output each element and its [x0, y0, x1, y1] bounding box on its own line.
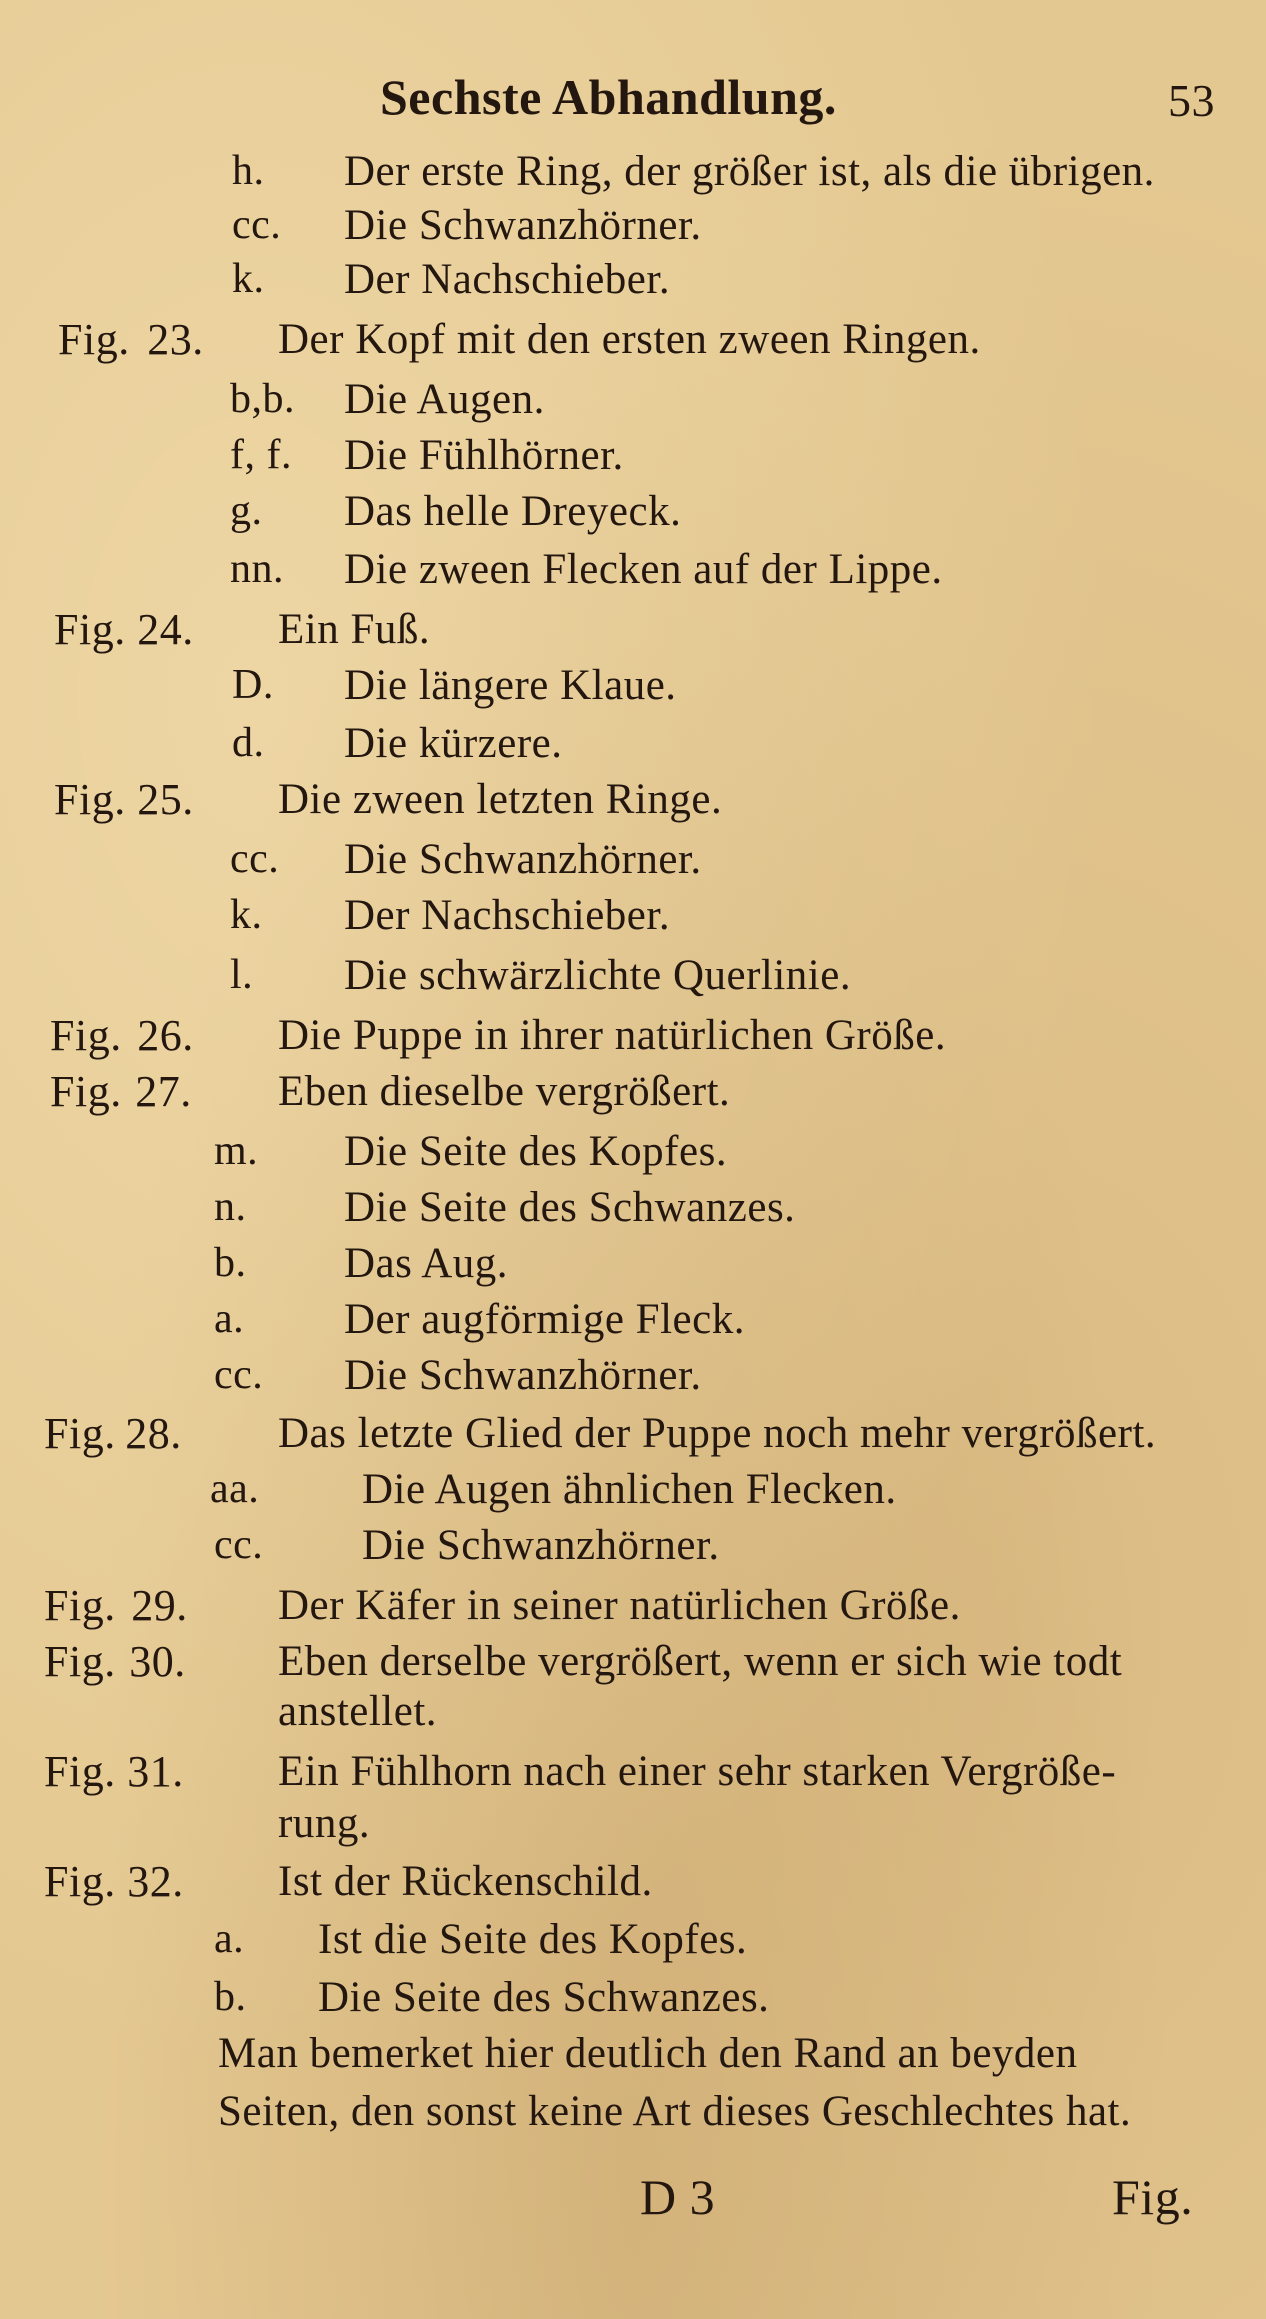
legend-text: Ist der Rückenschild. [278, 1858, 653, 1905]
legend-text: Die Augen ähnlichen Flecken. [362, 1466, 897, 1513]
legend-text: Der augförmige Fleck. [344, 1296, 745, 1343]
legend-text: Ein Fühlhorn nach einer sehr starken Vergröße- [278, 1748, 1117, 1795]
legend-text: Die schwärzlichte Querlinie. [344, 952, 852, 999]
legend-text: rung. [278, 1800, 371, 1847]
figure-label: Fig. 24. [54, 605, 194, 654]
legend-text: Die Schwanzhörner. [344, 836, 702, 883]
figure-label: Fig. 31. [44, 1747, 184, 1796]
item-label: D. [232, 662, 274, 708]
legend-text: Seiten, den sonst keine Art dieses Geschlechtes hat. [218, 2088, 1132, 2135]
item-label: l. [230, 952, 254, 998]
item-label: b,b. [230, 376, 295, 422]
figure-label: Fig. 32. [44, 1857, 184, 1906]
item-label: k. [232, 256, 265, 302]
legend-text: Die Seite des Schwanzes. [344, 1184, 796, 1231]
legend-text: Die Schwanzhörner. [362, 1522, 720, 1569]
catchword: Fig. [1112, 2169, 1194, 2225]
figure-label: Fig. 27. [50, 1067, 192, 1116]
legend-text: Der erste Ring, der größer ist, als die übrigen. [344, 148, 1155, 195]
legend-text: Die Schwanzhörner. [344, 202, 702, 249]
figure-label: Fig. 28. [44, 1409, 182, 1458]
item-label: aa. [210, 1466, 260, 1512]
legend-text: Die kürzere. [344, 720, 563, 767]
figure-label: Fig. 23. [58, 315, 204, 364]
legend-text: Die Puppe in ihrer natürlichen Größe. [278, 1012, 947, 1059]
item-label: cc. [232, 202, 282, 248]
legend-text: Eben derselbe vergrößert, wenn er sich wie todt [278, 1638, 1123, 1685]
item-label: a. [214, 1916, 245, 1962]
figure-label: Fig. 25. [54, 775, 194, 824]
item-label: cc. [214, 1352, 264, 1398]
legend-text: Der Nachschieber. [344, 892, 671, 939]
item-label: b. [214, 1240, 247, 1286]
signature-mark: D 3 [640, 2169, 716, 2225]
legend-text: Die Augen. [344, 376, 545, 423]
legend-text: Die längere Klaue. [344, 662, 677, 709]
running-head: Sechste Abhandlung. [380, 69, 837, 125]
legend-text: anstellet. [278, 1688, 438, 1735]
page-number: 53 [1168, 75, 1215, 126]
legend-text: Der Kopf mit den ersten zween Ringen. [278, 316, 981, 363]
item-label: a. [214, 1296, 245, 1342]
legend-text: Das helle Dreyeck. [344, 488, 682, 535]
legend-text: Eben dieselbe vergrößert. [278, 1068, 731, 1115]
item-label: k. [230, 892, 263, 938]
item-label: m. [214, 1128, 259, 1174]
item-label: g. [230, 488, 263, 534]
legend-text: Die Seite des Kopfes. [344, 1128, 728, 1175]
legend-text: Man bemerket hier deutlich den Rand an beyden [218, 2030, 1078, 2077]
item-label: cc. [230, 836, 280, 882]
item-label: cc. [214, 1522, 264, 1568]
legend-text: Das letzte Glied der Puppe noch mehr vergrößert. [278, 1410, 1157, 1457]
legend-text: Die Fühlhörner. [344, 432, 624, 479]
legend-text: Der Nachschieber. [344, 256, 671, 303]
item-label: f, f. [230, 432, 292, 478]
legend-text: Die zween letzten Ringe. [278, 776, 723, 823]
item-label: d. [232, 720, 265, 766]
legend-text: Ein Fuß. [278, 606, 431, 653]
legend-text: Ist die Seite des Kopfes. [318, 1916, 748, 1963]
legend-text: Der Käfer in seiner natürlichen Größe. [278, 1582, 961, 1629]
legend-text: Das Aug. [344, 1240, 509, 1287]
item-label: n. [214, 1184, 247, 1230]
legend-text: Die zween Flecken auf der Lippe. [344, 546, 943, 593]
legend-text: Die Seite des Schwanzes. [318, 1974, 770, 2021]
item-label: b. [214, 1974, 247, 2020]
figure-label: Fig. 26. [50, 1011, 194, 1060]
item-label: nn. [230, 546, 284, 592]
figure-label: Fig. 30. [44, 1637, 186, 1686]
legend-text: Die Schwanzhörner. [344, 1352, 702, 1399]
item-label: h. [232, 148, 265, 194]
figure-label: Fig. 29. [44, 1581, 188, 1630]
